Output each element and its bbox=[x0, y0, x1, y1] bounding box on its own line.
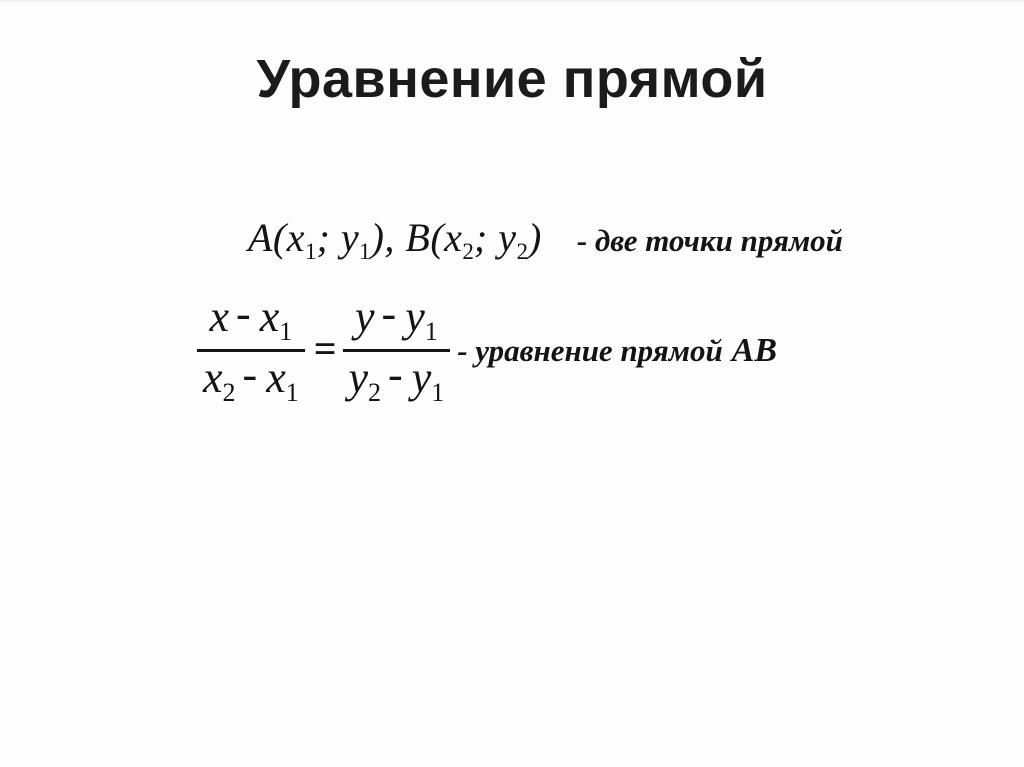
minus-sign: - bbox=[388, 350, 403, 399]
points-caption: - две точки прямой bbox=[576, 223, 843, 258]
fraction-x-numerator bbox=[197, 289, 305, 352]
line-equation-row bbox=[197, 289, 778, 407]
equation-caption bbox=[457, 332, 777, 370]
subscript: 2 bbox=[368, 378, 382, 407]
math-token: y bbox=[348, 353, 369, 402]
minus-sign: - bbox=[242, 350, 258, 399]
math-token: A(x bbox=[248, 215, 306, 260]
subscript: 2 bbox=[516, 239, 528, 264]
points-formula bbox=[248, 214, 542, 264]
slide-title: Уравнение прямой bbox=[256, 49, 768, 109]
fraction-y bbox=[343, 289, 451, 407]
math-token: ), B(x bbox=[370, 215, 463, 260]
math-token: x bbox=[259, 292, 280, 341]
fraction-x-denominator bbox=[197, 352, 305, 407]
subscript: 1 bbox=[424, 317, 438, 346]
line-name-ab: AB bbox=[731, 331, 778, 369]
math-token: ; y bbox=[316, 215, 360, 260]
math-token: ) bbox=[528, 215, 542, 260]
subscript: 2 bbox=[462, 239, 474, 264]
minus-sign: - bbox=[381, 289, 397, 338]
fraction-x bbox=[197, 289, 305, 407]
subscript: 1 bbox=[359, 239, 371, 264]
subscript: 1 bbox=[285, 378, 299, 407]
subscript: 1 bbox=[279, 317, 293, 346]
subscript: 1 bbox=[305, 239, 317, 264]
math-token: x bbox=[203, 353, 223, 402]
points-definition-line bbox=[248, 214, 843, 264]
minus-sign: - bbox=[236, 289, 251, 338]
fraction-y-numerator bbox=[343, 289, 451, 352]
subscript: 1 bbox=[431, 378, 445, 407]
subscript: 2 bbox=[222, 378, 236, 407]
math-token: x bbox=[266, 353, 286, 402]
fraction-y-denominator bbox=[343, 352, 451, 407]
math-token: x bbox=[209, 292, 230, 341]
equation-caption-text: - уравнение прямой bbox=[457, 332, 723, 368]
math-token: y bbox=[405, 292, 425, 341]
math-token: ; y bbox=[473, 215, 517, 260]
math-token: y bbox=[411, 353, 432, 402]
math-token: y bbox=[355, 292, 375, 341]
equals-sign: = bbox=[313, 326, 337, 371]
